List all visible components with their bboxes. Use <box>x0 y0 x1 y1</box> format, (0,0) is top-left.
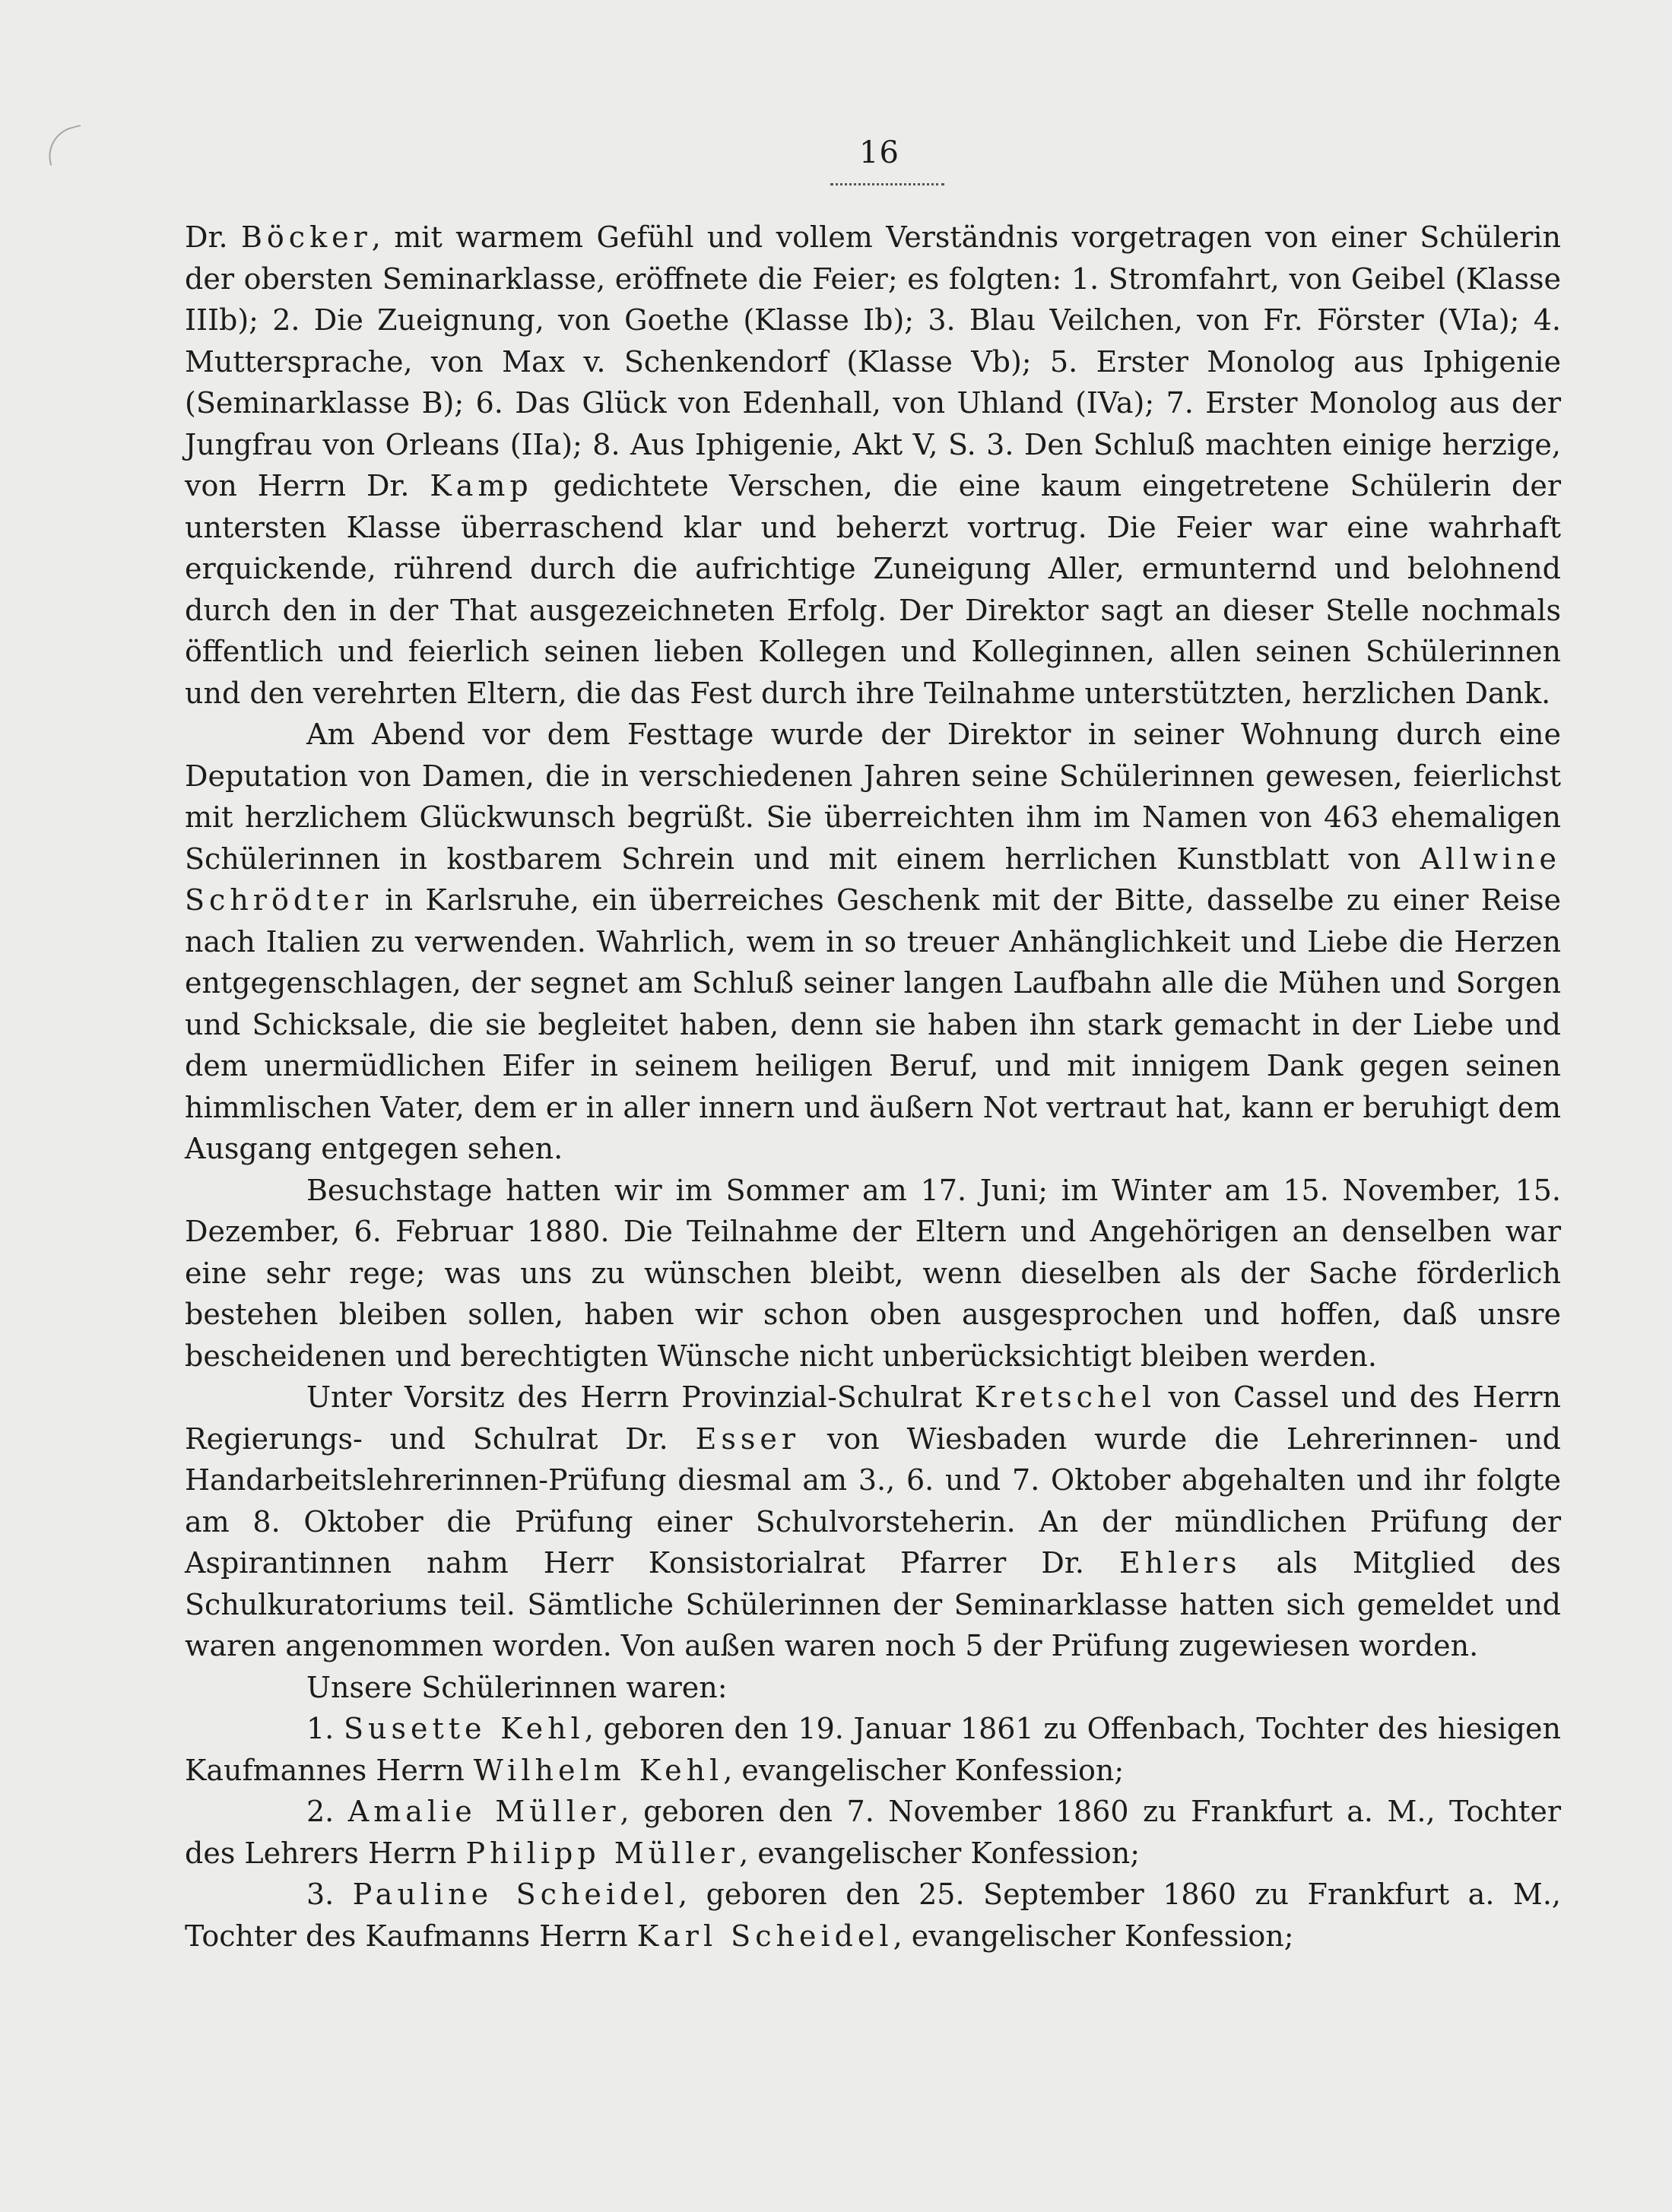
text-run: 3. <box>306 1878 353 1911</box>
spaced-name: Böcker <box>240 220 372 254</box>
spaced-name: Susette Kehl <box>343 1712 585 1745</box>
text-run: gedichtete Verschen, die eine kaum eingetretene Schülerin der untersten Klasse überraschend klar und beherzt vortrug. Die Feier war eine wahrhaft erquickende, rührend durch die aufrichtige Zuneigung Aller, ermunternd und belohnend durch den in der That ausgezeichneten Erfolg. Der Direktor sagt an dieser Stelle nochmals öffentlich und feierlich seinen lieben Kollegen und Kolleginnen, allen seinen Schülerinnen und den verehrten Eltern, die das Fest durch ihre Teilnahme unterstützten, herzlichen Dank. <box>185 469 1562 710</box>
text-run: , evangelischer Konfession; <box>739 1836 1141 1870</box>
spaced-name: Wilhelm Kehl <box>473 1753 724 1787</box>
spaced-name: Allwine Schrödter <box>185 841 1561 917</box>
spaced-name: Kretschel <box>974 1380 1156 1414</box>
text-run: , geboren den 25. September 1860 zu Frankfurt a. M., Tochter des Kaufmanns Herrn <box>185 1878 1561 1953</box>
text-run: , evangelischer Konfession; <box>723 1753 1125 1787</box>
text-run: Am Abend vor dem Festtage wurde der Direktor in seiner Wohnung durch eine Deputation von Damen, die in verschiedenen Jahren seine Schülerinnen gewesen, feierlichst mit herzlichem Glückwunsch begrüßt. Sie überreichten ihm im Namen von 463 ehemaligen Schülerinnen in kostbarem Schrein und mit einem herrlichen Kunstblatt von <box>185 718 1561 876</box>
text-run: Besuchstage hatten wir im Sommer am 17. Juni; im Winter am 15. November, 15. Dezember, 6. Februar 1880. Die Teilnahme der Eltern und Angehörigen an denselben war eine sehr rege; was uns zu wünschen bleibt, wenn dieselben als der Sache förderlich bestehen bleiben sollen, haben wir schon oben ausgesprochen und hoffen, daß unsre bescheidenen und berechtigten Wünsche nicht unberücksichtigt bleiben werden. <box>185 1173 1561 1373</box>
spaced-name: Pauline Scheidel <box>352 1878 678 1911</box>
paragraph <box>185 1791 1561 1874</box>
spaced-name: Kamp <box>430 469 533 502</box>
text-run: Unsere Schülerinnen waren: <box>306 1670 728 1704</box>
text-run: als Mitglied des Schulkuratoriums teil. Sämtliche Schülerinnen der Seminarklasse hatten sich gemeldet und waren angenommen worden. Von außen waren noch 5 der Prüfung zugewiesen worden. <box>185 1546 1561 1662</box>
paragraph <box>185 217 1561 714</box>
text-run: Unter Vorsitz des Herrn Provinzial-Schulrat <box>306 1380 975 1414</box>
text-run: , evangelischer Konfession; <box>893 1919 1294 1953</box>
body-text <box>185 217 1561 1957</box>
spaced-name: Esser <box>695 1421 801 1456</box>
text-run: 2. <box>306 1795 348 1828</box>
paragraph <box>185 1667 1561 1709</box>
paragraph <box>185 1708 1561 1791</box>
paragraph <box>185 714 1561 1170</box>
text-run: in Karlsruhe, ein überreiches Geschenk mit der Bitte, dasselbe zu einer Reise nach Italien zu verwenden. Wahrlich, wem in so treuer Anhänglichkeit und Liebe die Herzen entgegenschlagen, der segnet am Schluß seiner langen Laufbahn alle die Mühen und Sorgen und Schicksale, die sie begleitet haben, denn sie haben ihn stark gemacht in der Liebe und dem unermüdlichen Eifer in seinem heiligen Beruf, und mit innigem Dank gegen seinen himmlischen Vater, dem er in aller innern und äußern Not vertraut hat, kann er beruhigt dem Ausgang entgegen sehen. <box>185 883 1561 1165</box>
paragraph <box>185 1874 1561 1957</box>
spaced-name: Amalie Müller <box>347 1795 620 1828</box>
text-run: , geboren den 19. Januar 1861 zu Offenbach, Tochter des hiesigen Kaufmannes Herrn <box>185 1712 1561 1787</box>
text-run: von Cassel und des Herrn Regierungs- und Schulrat Dr. <box>185 1380 1561 1456</box>
text-run: , mit warmem Gefühl und vollem Verständnis vorgetragen von einer Schülerin der obersten Seminarklasse, eröffnete die Feier; es folgten: 1. Stromfahrt, von Geibel (Klasse IIIb); 2. Die Zueignung, von Goethe (Klasse Ib); 3. Blau Veilchen, von Fr. Förster (VIa); 4. Muttersprache, von Max v. Schenkendorf (Klasse Vb); 5. Erster Monolog aus Iphigenie (Seminarklasse B); 6. Das Glück von Edenhall, von Uhland (IVa); 7. Erster Monolog aus der Jungfrau von Orleans (IIa); 8. Aus Iphigenie, Akt V, S. 3. Den Schluß machten einige herzige, von Herrn Dr. <box>185 220 1561 502</box>
text-run: Dr. <box>185 220 241 254</box>
text-run: , geboren den 7. November 1860 zu Frankfurt a. M., Tochter des Lehrers Herrn <box>185 1795 1561 1870</box>
text-run: 1. <box>306 1712 344 1745</box>
spaced-name: Philipp Müller <box>465 1836 740 1870</box>
margin-mark <box>42 125 88 166</box>
paragraph <box>185 1377 1561 1667</box>
paragraph <box>185 1170 1561 1377</box>
spaced-name: Karl Scheidel <box>636 1919 893 1953</box>
page-number: 16 <box>859 135 899 170</box>
text-run: von Wiesbaden wurde die Lehrerinnen- und Handarbeitslehrerinnen-Prüfung diesmal am 3., 6. und 7. Oktober abgehalten und ihr folgte am 8. Oktober die Prüfung einer Schulvorsteherin. An der mündlichen Prüfung der Aspirantinnen nahm Herr Konsistorialrat Pfarrer Dr. <box>185 1421 1562 1580</box>
spaced-name: Ehlers <box>1118 1546 1242 1580</box>
page-number-ornament <box>830 179 944 185</box>
